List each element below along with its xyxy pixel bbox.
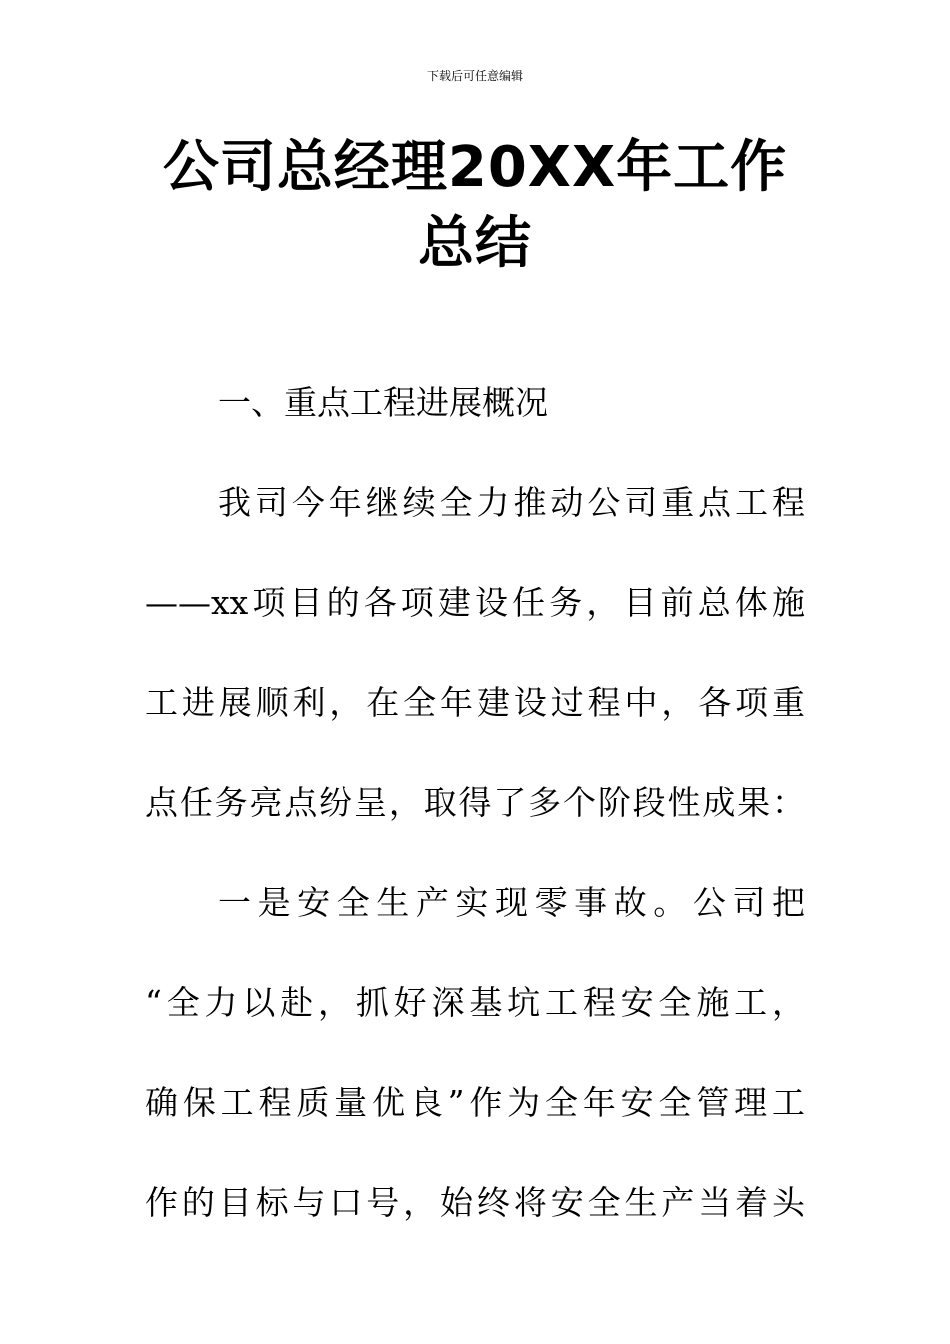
section-heading: 一、重点工程进展概况 xyxy=(218,383,548,422)
paragraph-line: 作的目标与口号，始终将安全生产当着头 xyxy=(145,1183,805,1222)
paragraph-line: 点任务亮点纷呈，取得了多个阶段性成果： xyxy=(145,783,805,822)
paragraph-line: “全力以赴，抓好深基坑工程安全施工， xyxy=(145,983,805,1022)
header-note: 下载后可任意编辑 xyxy=(426,69,523,83)
document-title: 公司总经理20XX年工作总结 xyxy=(162,135,788,276)
paragraph-line: 工进展顺利，在全年建设过程中，各项重 xyxy=(145,683,805,722)
paragraph-line: 我司今年继续全力推动公司重点工程 xyxy=(218,483,805,522)
paragraph-line: 确保工程质量优良”作为全年安全管理工 xyxy=(145,1083,805,1122)
paragraph-line: ——xx项目的各项建设任务，目前总体施 xyxy=(145,583,805,622)
paragraph-line: 一是安全生产实现零事故。公司把 xyxy=(218,883,805,922)
